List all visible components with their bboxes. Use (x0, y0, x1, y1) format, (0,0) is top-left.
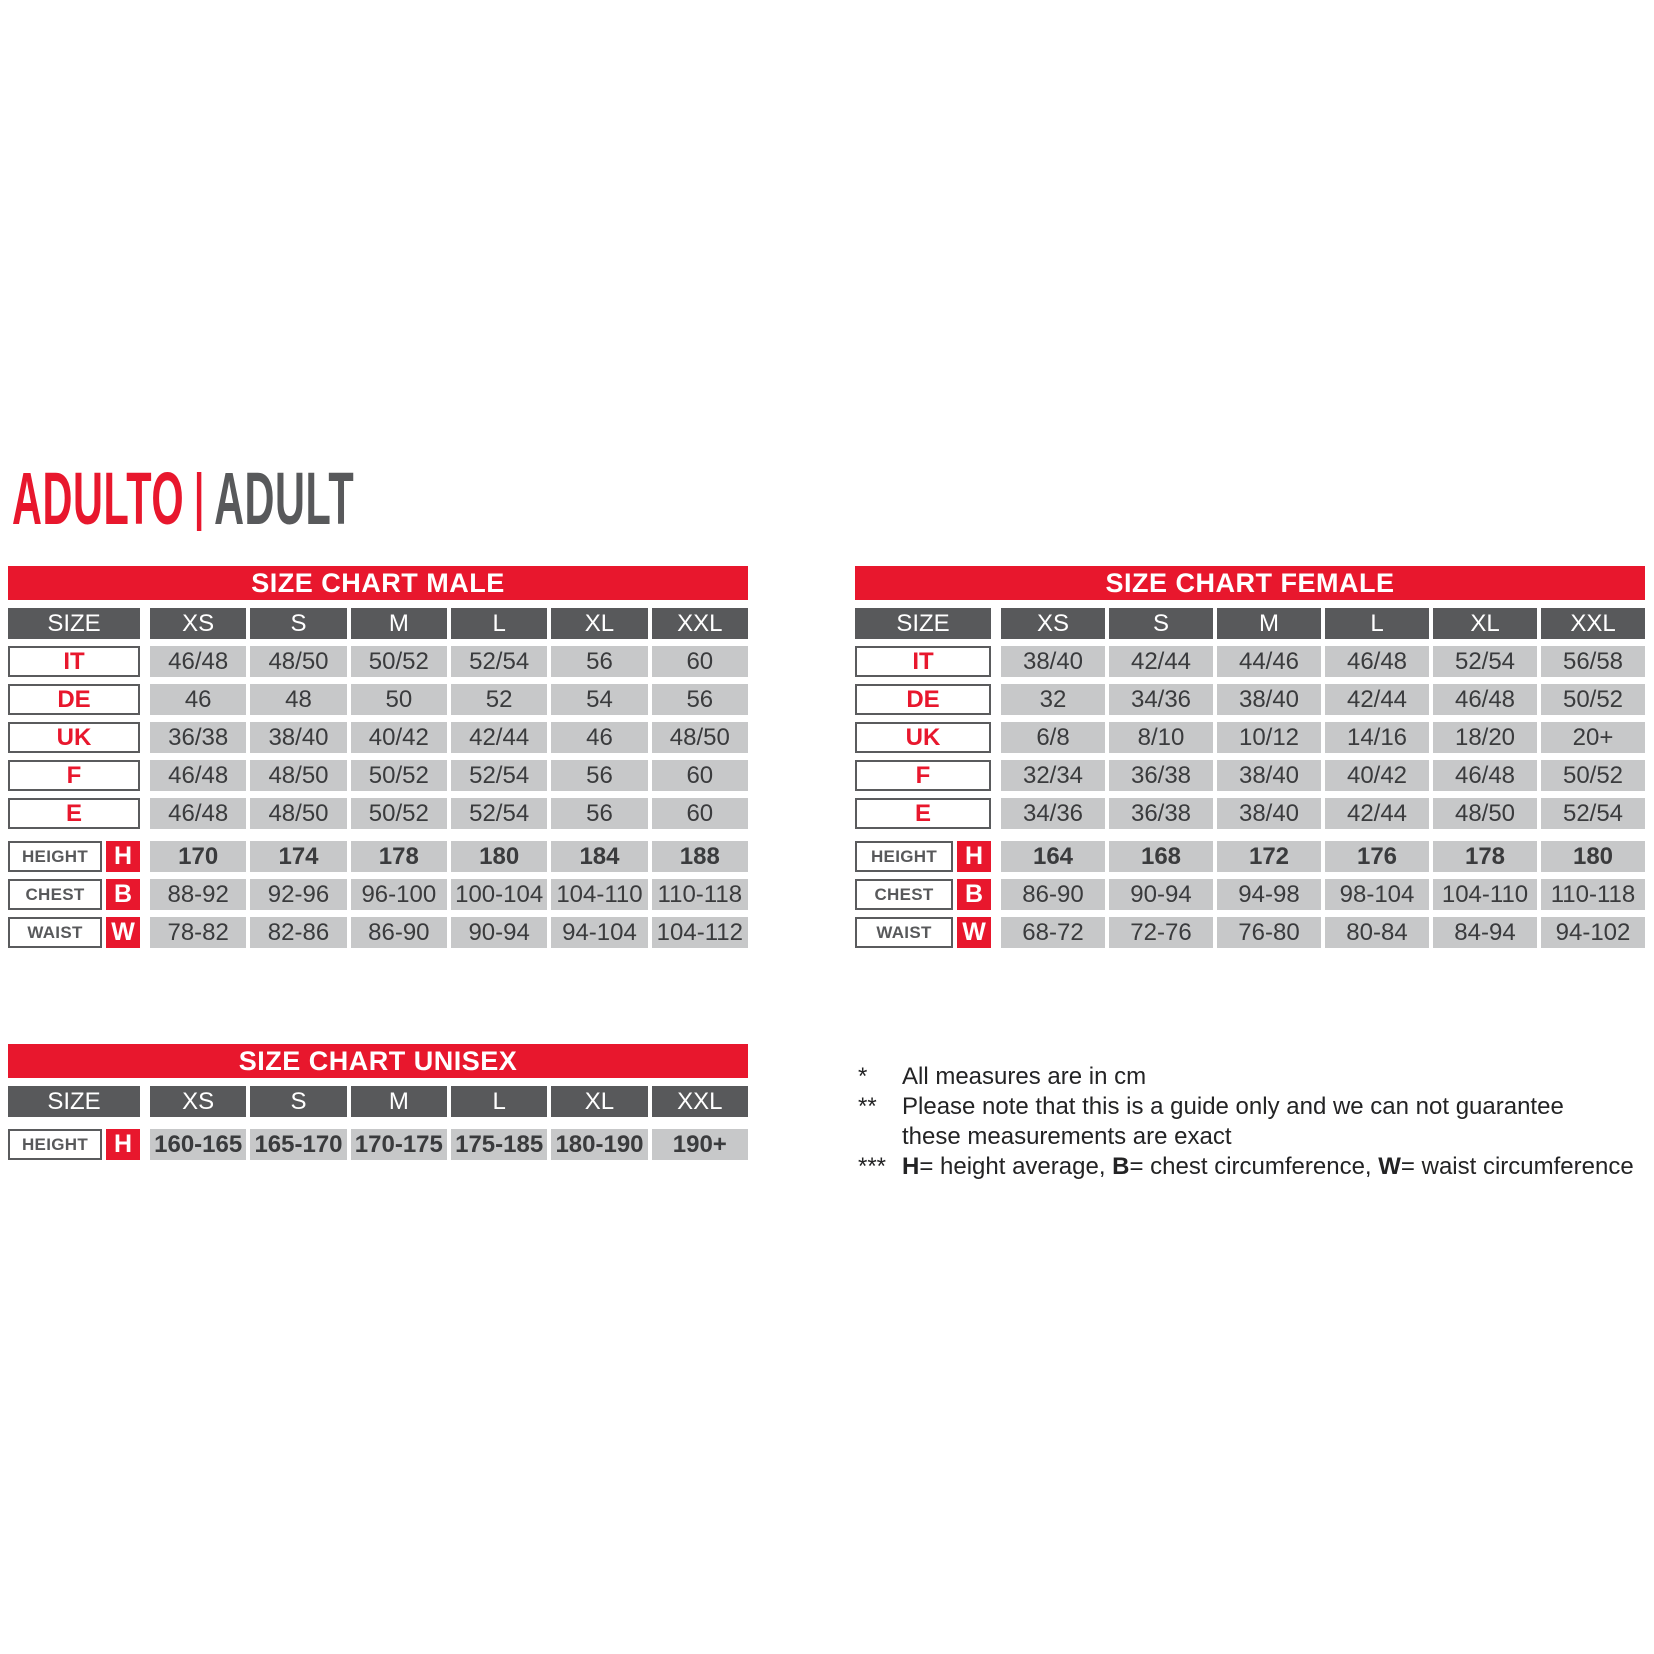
size-value-cell: 14/16 (1325, 722, 1429, 753)
size-value-cell: 54 (551, 684, 647, 715)
footnote-segment: W (1378, 1153, 1401, 1180)
size-row-de (855, 684, 1645, 715)
measure-value-cell: 78-82 (150, 917, 246, 948)
column-gap (991, 879, 1001, 910)
page-title-secondary: ADULT (214, 457, 355, 540)
column-gap (140, 722, 150, 753)
size-standard-label: F (855, 760, 991, 791)
size-row-label-slot (855, 760, 991, 791)
size-value-cell: 56 (551, 646, 647, 677)
column-gap (140, 684, 150, 715)
measure-values (150, 917, 748, 948)
measure-values (150, 879, 748, 910)
footnote-segment: = waist circumference (1400, 1153, 1634, 1180)
footnote-row (858, 1152, 1650, 1182)
footnote-text (902, 1152, 1650, 1182)
measure-value-cell: 110-118 (652, 879, 748, 910)
column-header-l: L (1325, 608, 1429, 639)
size-value-cell: 46/48 (150, 760, 246, 791)
size-value-cell: 56/58 (1541, 646, 1645, 677)
measure-value-cell: 86-90 (351, 917, 447, 948)
measure-label: HEIGHT (855, 841, 953, 872)
column-gap (991, 684, 1001, 715)
size-row-label-slot (8, 760, 140, 791)
size-values (1001, 760, 1645, 791)
column-headers (150, 608, 748, 639)
column-gap (140, 798, 150, 829)
size-standard-label: F (8, 760, 140, 791)
size-values (150, 684, 748, 715)
column-header-xxl: XXL (652, 608, 748, 639)
footnotes (858, 1062, 1650, 1182)
measure-letter-badge: H (106, 841, 140, 872)
measure-label: WAIST (855, 917, 953, 948)
size-value-cell: 46/48 (1433, 684, 1537, 715)
measure-values (150, 841, 748, 872)
measure-value-cell: 104-112 (652, 917, 748, 948)
table-title-bar: SIZE CHART FEMALE (855, 566, 1645, 600)
column-header-m: M (351, 608, 447, 639)
column-gap (140, 1086, 150, 1117)
column-header-l: L (451, 1086, 547, 1117)
measure-value-cell: 94-98 (1217, 879, 1321, 910)
size-value-cell: 38/40 (1001, 646, 1105, 677)
measure-value-cell: 104-110 (551, 879, 647, 910)
measure-values (1001, 841, 1645, 872)
size-row-label-slot (8, 798, 140, 829)
size-values (1001, 798, 1645, 829)
size-values (150, 722, 748, 753)
measure-value-cell: 92-96 (250, 879, 346, 910)
size-value-cell: 52/54 (451, 760, 547, 791)
measure-value-cell: 94-102 (1541, 917, 1645, 948)
size-value-cell: 60 (652, 646, 748, 677)
size-value-cell: 52/54 (451, 646, 547, 677)
size-standard-label: UK (855, 722, 991, 753)
size-standard-label: IT (8, 646, 140, 677)
footnote-segment: All measures are in cm (902, 1063, 1147, 1090)
size-value-cell: 56 (551, 798, 647, 829)
size-value-cell: 50/52 (1541, 684, 1645, 715)
footnote-segment: Please note that this is a guide only and we can not guarantee (902, 1093, 1564, 1120)
page-title-primary: ADULTO (12, 457, 185, 540)
size-value-cell: 60 (652, 798, 748, 829)
measure-label-slot (855, 917, 991, 948)
size-value-cell: 42/44 (1109, 646, 1213, 677)
size-standard-label: E (855, 798, 991, 829)
size-standard-label: DE (855, 684, 991, 715)
measure-value-cell: 86-90 (1001, 879, 1105, 910)
size-row-uk (8, 722, 748, 753)
size-value-cell: 40/42 (351, 722, 447, 753)
size-values (150, 798, 748, 829)
measure-row-chest (8, 879, 748, 910)
measure-value-cell: 184 (551, 841, 647, 872)
footnote-segment: = height average, (919, 1153, 1113, 1180)
measure-value-cell: 100-104 (451, 879, 547, 910)
measure-letter-badge: W (106, 917, 140, 948)
measure-value-cell: 110-118 (1541, 879, 1645, 910)
size-standard-label: DE (8, 684, 140, 715)
size-header-cell: SIZE (855, 608, 991, 639)
size-value-cell: 48/50 (250, 798, 346, 829)
measure-letter-badge: W (957, 917, 991, 948)
measure-letter-badge: H (957, 841, 991, 872)
column-gap (140, 608, 150, 639)
measure-value-cell: 172 (1217, 841, 1321, 872)
column-gap (991, 608, 1001, 639)
size-value-cell: 42/44 (451, 722, 547, 753)
column-header-xs: XS (1001, 608, 1105, 639)
column-header-l: L (451, 608, 547, 639)
page-title (12, 457, 355, 540)
measure-values (150, 1129, 748, 1160)
footnote-marker: ** (858, 1093, 877, 1120)
column-header-xs: XS (150, 1086, 246, 1117)
measure-label: CHEST (8, 879, 102, 910)
measure-value-cell: 82-86 (250, 917, 346, 948)
size-values (1001, 722, 1645, 753)
size-value-cell: 38/40 (1217, 684, 1321, 715)
column-headers (150, 1086, 748, 1117)
measure-value-cell: 104-110 (1433, 879, 1537, 910)
size-value-cell: 56 (551, 760, 647, 791)
measure-value-cell: 98-104 (1325, 879, 1429, 910)
column-header-m: M (1217, 608, 1321, 639)
size-value-cell: 50/52 (351, 798, 447, 829)
measure-value-cell: 190+ (652, 1129, 748, 1160)
measure-label: HEIGHT (8, 1129, 102, 1160)
size-row-e (855, 798, 1645, 829)
measure-value-cell: 84-94 (1433, 917, 1537, 948)
size-value-cell: 32/34 (1001, 760, 1105, 791)
size-value-cell: 50/52 (1541, 760, 1645, 791)
measure-label-slot (8, 1129, 140, 1160)
table-title-bar: SIZE CHART UNISEX (8, 1044, 748, 1078)
size-values (1001, 684, 1645, 715)
size-value-cell: 18/20 (1433, 722, 1537, 753)
measure-row-chest (855, 879, 1645, 910)
title-separator: | (194, 462, 204, 531)
measure-label: CHEST (855, 879, 953, 910)
size-value-cell: 48/50 (250, 760, 346, 791)
column-header-xl: XL (1433, 608, 1537, 639)
footnote-marker: *** (858, 1153, 887, 1180)
size-row-it (855, 646, 1645, 677)
size-header-slot (8, 1086, 140, 1117)
measure-label-slot (8, 841, 140, 872)
column-header-xxl: XXL (652, 1086, 748, 1117)
size-standard-label: E (8, 798, 140, 829)
footnote-segment: B (1112, 1153, 1130, 1180)
size-value-cell: 50/52 (351, 646, 447, 677)
size-value-cell: 52/54 (451, 798, 547, 829)
measure-value-cell: 72-76 (1109, 917, 1213, 948)
size-value-cell: 46/48 (1325, 646, 1429, 677)
size-row-label-slot (855, 646, 991, 677)
size-header-slot (8, 608, 140, 639)
column-header-m: M (351, 1086, 447, 1117)
footnote-row (858, 1092, 1650, 1152)
column-gap (991, 646, 1001, 677)
size-value-cell: 40/42 (1325, 760, 1429, 791)
column-header-s: S (1109, 608, 1213, 639)
size-value-cell: 38/40 (250, 722, 346, 753)
size-value-cell: 8/10 (1109, 722, 1213, 753)
measure-letter-badge: H (106, 1129, 140, 1160)
size-chart-male-table (8, 566, 748, 948)
column-gap (991, 760, 1001, 791)
size-value-cell: 46 (150, 684, 246, 715)
size-value-cell: 44/46 (1217, 646, 1321, 677)
size-value-cell: 34/36 (1109, 684, 1213, 715)
column-gap (991, 917, 1001, 948)
table-title-bar: SIZE CHART MALE (8, 566, 748, 600)
measure-label: WAIST (8, 917, 102, 948)
footnote-segment: these measurements are exact (902, 1123, 1232, 1150)
column-gap (991, 841, 1001, 872)
size-standard-label: IT (855, 646, 991, 677)
footnote-text (902, 1062, 1650, 1092)
footnote-segment: = chest circumference, (1129, 1153, 1379, 1180)
measure-value-cell: 170-175 (351, 1129, 447, 1160)
measure-row-height (8, 841, 748, 872)
column-header-xl: XL (551, 608, 647, 639)
size-row-de (8, 684, 748, 715)
size-header-cell: SIZE (8, 608, 140, 639)
column-header-xl: XL (551, 1086, 647, 1117)
measure-value-cell: 170 (150, 841, 246, 872)
column-header-s: S (250, 1086, 346, 1117)
measure-value-cell: 174 (250, 841, 346, 872)
size-header-cell: SIZE (8, 1086, 140, 1117)
size-row-label-slot (8, 722, 140, 753)
size-value-cell: 38/40 (1217, 798, 1321, 829)
measure-value-cell: 90-94 (451, 917, 547, 948)
measure-value-cell: 180 (1541, 841, 1645, 872)
column-header-row (8, 608, 748, 639)
size-value-cell: 42/44 (1325, 798, 1429, 829)
size-value-cell: 48/50 (652, 722, 748, 753)
size-chart-unisex-table (8, 1044, 748, 1160)
size-value-cell: 36/38 (1109, 760, 1213, 791)
measure-value-cell: 178 (351, 841, 447, 872)
size-value-cell: 46/48 (1433, 760, 1537, 791)
measure-value-cell: 90-94 (1109, 879, 1213, 910)
size-values (1001, 646, 1645, 677)
measure-row-waist (855, 917, 1645, 948)
column-header-row (8, 1086, 748, 1117)
size-value-cell: 36/38 (1109, 798, 1213, 829)
size-value-cell: 48 (250, 684, 346, 715)
size-values (150, 760, 748, 791)
size-value-cell: 48/50 (1433, 798, 1537, 829)
size-value-cell: 38/40 (1217, 760, 1321, 791)
measure-label-slot (8, 917, 140, 948)
size-value-cell: 52/54 (1541, 798, 1645, 829)
measure-value-cell: 80-84 (1325, 917, 1429, 948)
size-value-cell: 46/48 (150, 646, 246, 677)
measure-value-cell: 160-165 (150, 1129, 246, 1160)
size-chart-female-table (855, 566, 1645, 948)
measure-values (1001, 917, 1645, 948)
size-value-cell: 32 (1001, 684, 1105, 715)
size-value-cell: 10/12 (1217, 722, 1321, 753)
column-gap (991, 798, 1001, 829)
column-header-xxl: XXL (1541, 608, 1645, 639)
footnote-row (858, 1062, 1650, 1092)
size-value-cell: 42/44 (1325, 684, 1429, 715)
column-gap (140, 917, 150, 948)
column-gap (140, 879, 150, 910)
measure-value-cell: 188 (652, 841, 748, 872)
size-value-cell: 6/8 (1001, 722, 1105, 753)
measure-value-cell: 175-185 (451, 1129, 547, 1160)
size-values (150, 646, 748, 677)
size-value-cell: 52/54 (1433, 646, 1537, 677)
measure-label: HEIGHT (8, 841, 102, 872)
column-header-s: S (250, 608, 346, 639)
measure-value-cell: 180 (451, 841, 547, 872)
size-value-cell: 20+ (1541, 722, 1645, 753)
column-headers (1001, 608, 1645, 639)
size-row-label-slot (855, 722, 991, 753)
column-gap (140, 841, 150, 872)
size-row-it (8, 646, 748, 677)
size-value-cell: 36/38 (150, 722, 246, 753)
footnote-marker: * (858, 1063, 868, 1090)
size-value-cell: 46/48 (150, 798, 246, 829)
size-row-label-slot (855, 798, 991, 829)
measure-value-cell: 164 (1001, 841, 1105, 872)
measure-row-waist (8, 917, 748, 948)
measure-value-cell: 94-104 (551, 917, 647, 948)
measure-label-slot (855, 841, 991, 872)
measure-row-height (855, 841, 1645, 872)
measure-value-cell: 68-72 (1001, 917, 1105, 948)
measure-letter-badge: B (106, 879, 140, 910)
size-header-slot (855, 608, 991, 639)
column-gap (140, 1129, 150, 1160)
measure-label-slot (855, 879, 991, 910)
size-row-e (8, 798, 748, 829)
size-value-cell: 52 (451, 684, 547, 715)
measure-value-cell: 96-100 (351, 879, 447, 910)
size-row-label-slot (855, 684, 991, 715)
measure-value-cell: 176 (1325, 841, 1429, 872)
size-standard-label: UK (8, 722, 140, 753)
footnote-segment: H (902, 1153, 920, 1180)
footnote-text (902, 1092, 1650, 1152)
measure-value-cell: 76-80 (1217, 917, 1321, 948)
size-value-cell: 34/36 (1001, 798, 1105, 829)
column-header-xs: XS (150, 608, 246, 639)
column-gap (140, 646, 150, 677)
measure-label-slot (8, 879, 140, 910)
column-header-row (855, 608, 1645, 639)
measure-values (1001, 879, 1645, 910)
size-value-cell: 60 (652, 760, 748, 791)
measure-letter-badge: B (957, 879, 991, 910)
measure-row-height (8, 1129, 748, 1160)
column-gap (140, 760, 150, 791)
size-value-cell: 50/52 (351, 760, 447, 791)
size-value-cell: 50 (351, 684, 447, 715)
measure-value-cell: 165-170 (250, 1129, 346, 1160)
measure-value-cell: 178 (1433, 841, 1537, 872)
size-value-cell: 56 (652, 684, 748, 715)
size-row-f (8, 760, 748, 791)
size-value-cell: 46 (551, 722, 647, 753)
measure-value-cell: 168 (1109, 841, 1213, 872)
size-row-uk (855, 722, 1645, 753)
size-row-f (855, 760, 1645, 791)
column-gap (991, 722, 1001, 753)
measure-value-cell: 88-92 (150, 879, 246, 910)
size-row-label-slot (8, 646, 140, 677)
size-row-label-slot (8, 684, 140, 715)
measure-value-cell: 180-190 (551, 1129, 647, 1160)
size-value-cell: 48/50 (250, 646, 346, 677)
